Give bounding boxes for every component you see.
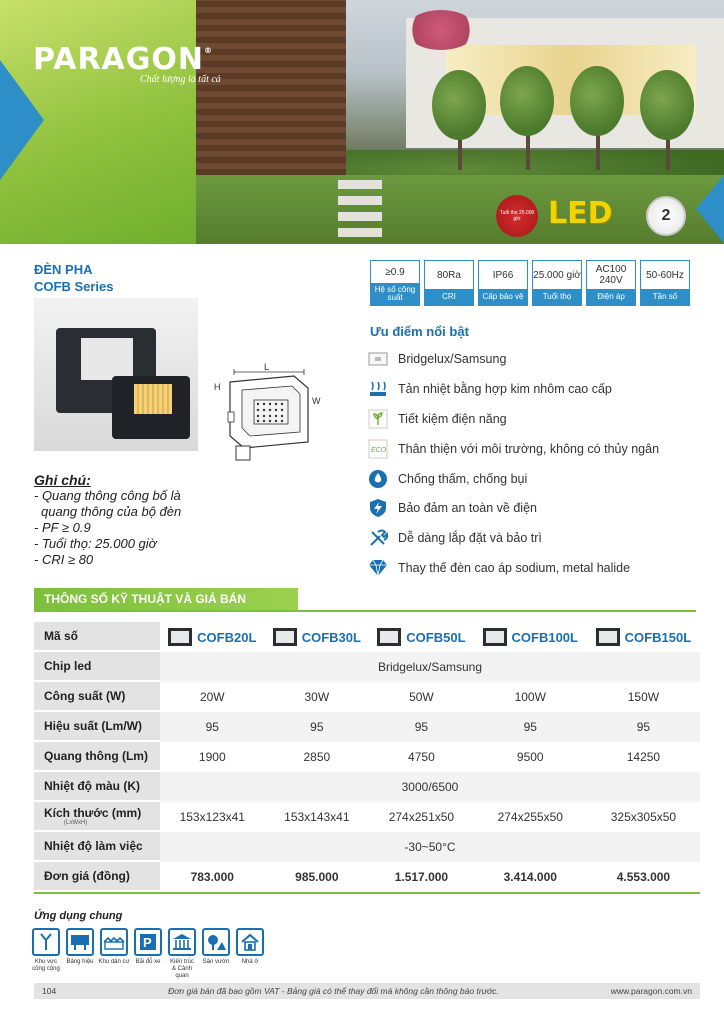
spec-cri: 80Ra CRI [424, 260, 474, 306]
list-item: ECO Thân thiện với môi trường, không có thủy ngân [368, 434, 659, 464]
model-thumb-icon [596, 628, 620, 646]
table-cell: Bridgelux/Samsung [160, 652, 700, 682]
table-row [34, 742, 700, 772]
price-cell: 783.000 [160, 862, 265, 892]
row-header: Công suất (W) [34, 682, 160, 712]
waterproof-icon [368, 469, 388, 489]
table-cell: 153x143x41 [265, 802, 370, 832]
spec-power-factor: ≥0.9 Hệ số công suất [370, 260, 420, 306]
dimension-drawing [212, 360, 332, 470]
model-cell: COFB150L [587, 622, 700, 652]
spec-frequency: 50-60Hz Tần số [640, 260, 690, 306]
row-header: Kích thước (mm) (LxWxH) [34, 802, 160, 832]
table-cell: -30~50°C [160, 832, 700, 862]
spec-ip: IP66 Cấp bảo vệ [478, 260, 528, 306]
model-thumb-icon [377, 628, 401, 646]
notes [34, 472, 181, 568]
app-label: Nhà ở [241, 959, 259, 965]
electric-safety-icon [368, 498, 388, 518]
architecture-icon [168, 928, 196, 956]
note-line: - CRI ≥ 80 [34, 552, 94, 567]
notes-title: Ghi chú: [34, 472, 91, 488]
public-area-icon [32, 928, 60, 956]
led-logo: LED [548, 196, 613, 231]
table-row [34, 802, 700, 832]
table-cell: 30W [265, 682, 370, 712]
garden-icon [202, 928, 230, 956]
list-item [202, 928, 230, 980]
energy-save-icon [368, 409, 388, 429]
row-header: Quang thông (Lm) [34, 742, 160, 772]
price-cell: 3.414.000 [474, 862, 587, 892]
page-footer [34, 983, 700, 999]
spec-voltage: AC100 240V Điện áp [586, 260, 636, 306]
app-label: Bảng hiệu [66, 959, 94, 965]
residential-icon [100, 928, 128, 956]
section-divider [34, 610, 696, 612]
table-cell: 325x305x50 [587, 802, 700, 832]
table-cell: 9500 [474, 742, 587, 772]
lifetime-badge: Tuổi thọ 25.000 giờ [496, 195, 538, 237]
model-cell: COFB30L [265, 622, 370, 652]
table-row [34, 682, 700, 712]
list-item [32, 928, 60, 980]
dim-label-h: H [214, 382, 221, 392]
advantages-list [368, 344, 659, 583]
list-item [100, 928, 128, 980]
product-series: COFB Series [34, 279, 114, 294]
row-header: Hiệu suất (Lm/W) [34, 712, 160, 742]
footer-note: Đơn giá bán đã bao gồm VAT - Bảng giá có thể thay đổi mà không cần thông báo trước. [168, 986, 499, 996]
table-cell: 95 [160, 712, 265, 742]
table-cell: 95 [265, 712, 370, 742]
price-cell: 1.517.000 [369, 862, 474, 892]
price-cell: 985.000 [265, 862, 370, 892]
blue-corner-accent-right [696, 175, 724, 243]
applications-list [32, 928, 264, 980]
chip-icon [368, 349, 388, 369]
product-photo [34, 298, 198, 451]
list-item: Dễ dàng lắp đặt và bảo trì [368, 523, 659, 553]
table-cell: 1900 [160, 742, 265, 772]
dim-label-l: L [264, 362, 270, 372]
row-header: Nhiệt độ màu (K) [34, 772, 160, 802]
table-cell: 95 [587, 712, 700, 742]
list-item: Tản nhiệt bằng hợp kim nhôm cao cấp [368, 374, 659, 404]
eco-icon [368, 439, 388, 459]
row-header: Nhiệt độ làm việc [34, 832, 160, 862]
app-label: Khu vực công cộng [32, 959, 60, 972]
brand-tagline: Chất lượng là tất cả [140, 74, 221, 85]
table-row [34, 712, 700, 742]
app-label: Bãi đỗ xe [135, 959, 161, 965]
table-cell: 150W [587, 682, 700, 712]
dim-label-w: W [312, 396, 321, 406]
page-number: 104 [42, 986, 57, 996]
list-item: Bảo đảm an toàn về điện [368, 493, 659, 523]
table-cell: 2850 [265, 742, 370, 772]
note-line: - PF ≥ 0.9 [34, 520, 91, 535]
table-cell: 274x255x50 [474, 802, 587, 832]
row-header: Chip led [34, 652, 160, 682]
list-item [66, 928, 94, 980]
advantages-title: Ưu điểm nổi bật [370, 324, 469, 339]
table-cell: 95 [474, 712, 587, 742]
table-cell: 20W [160, 682, 265, 712]
table-cell: 4750 [369, 742, 474, 772]
row-header: Mã số [34, 622, 160, 652]
spec-boxes [370, 260, 690, 306]
table-row [34, 622, 700, 652]
model-cell: COFB20L [160, 622, 265, 652]
product-type: ĐÈN PHA [34, 262, 93, 277]
table-row [34, 652, 700, 682]
brand-logo: PARAGON® [33, 42, 214, 77]
app-label: Kiến trúc & Cảnh quan [170, 959, 194, 979]
spec-price-table [34, 622, 700, 892]
model-cell: COFB100L [474, 622, 587, 652]
hero-banner [0, 0, 724, 244]
price-cell: 4.553.000 [587, 862, 700, 892]
spec-lifetime: 25.000 giờ Tuổi thọ [532, 260, 582, 306]
table-cell: 274x251x50 [369, 802, 474, 832]
table-row [34, 772, 700, 802]
app-label: Khu dân cư [98, 959, 130, 965]
app-label: Sân vườn [202, 959, 230, 965]
table-row [34, 862, 700, 892]
table-cell: 95 [369, 712, 474, 742]
floodlight-small [112, 376, 190, 439]
list-item [168, 928, 196, 980]
list-item: Tiết kiệm điện năng [368, 404, 659, 434]
heat-sink-icon [368, 379, 388, 399]
table-cell: 153x123x41 [160, 802, 265, 832]
table-divider [34, 892, 700, 894]
table-cell: 3000/6500 [160, 772, 700, 802]
list-item: Chống thấm, chống bụi [368, 464, 659, 494]
garden-photo [196, 0, 724, 244]
note-line: quang thông của bộ đèn [41, 504, 182, 519]
list-item: Bridgelux/Samsung [368, 344, 659, 374]
model-thumb-icon [168, 628, 192, 646]
table-cell: 50W [369, 682, 474, 712]
blue-corner-accent [0, 60, 44, 180]
note-line: - Quang thông công bố là [34, 488, 181, 503]
website-url: www.paragon.com.vn [610, 986, 692, 996]
list-item [236, 928, 264, 980]
house-icon [236, 928, 264, 956]
table-cell: 14250 [587, 742, 700, 772]
product-title [34, 261, 113, 295]
section-title: THÔNG SỐ KỸ THUẬT VÀ GIÁ BÁN [34, 588, 298, 610]
applications-title: Ứng dụng chung [34, 910, 123, 922]
list-item: Thay thế đèn cao áp sodium, metal halide [368, 553, 659, 583]
note-line: - Tuổi thọ: 25.000 giờ [34, 536, 157, 551]
model-thumb-icon [273, 628, 297, 646]
model-thumb-icon [483, 628, 507, 646]
list-item [134, 928, 162, 980]
warranty-badge: 2 [646, 196, 686, 236]
signboard-icon [66, 928, 94, 956]
table-cell: 100W [474, 682, 587, 712]
table-row [34, 832, 700, 862]
tools-icon [368, 528, 388, 548]
model-cell: COFB50L [369, 622, 474, 652]
svg-text:ECO: ECO [371, 446, 387, 454]
parking-icon [134, 928, 162, 956]
row-header: Đơn giá (đồng) [34, 862, 160, 892]
diamond-icon [368, 558, 388, 578]
svg-text:P: P [143, 935, 152, 950]
